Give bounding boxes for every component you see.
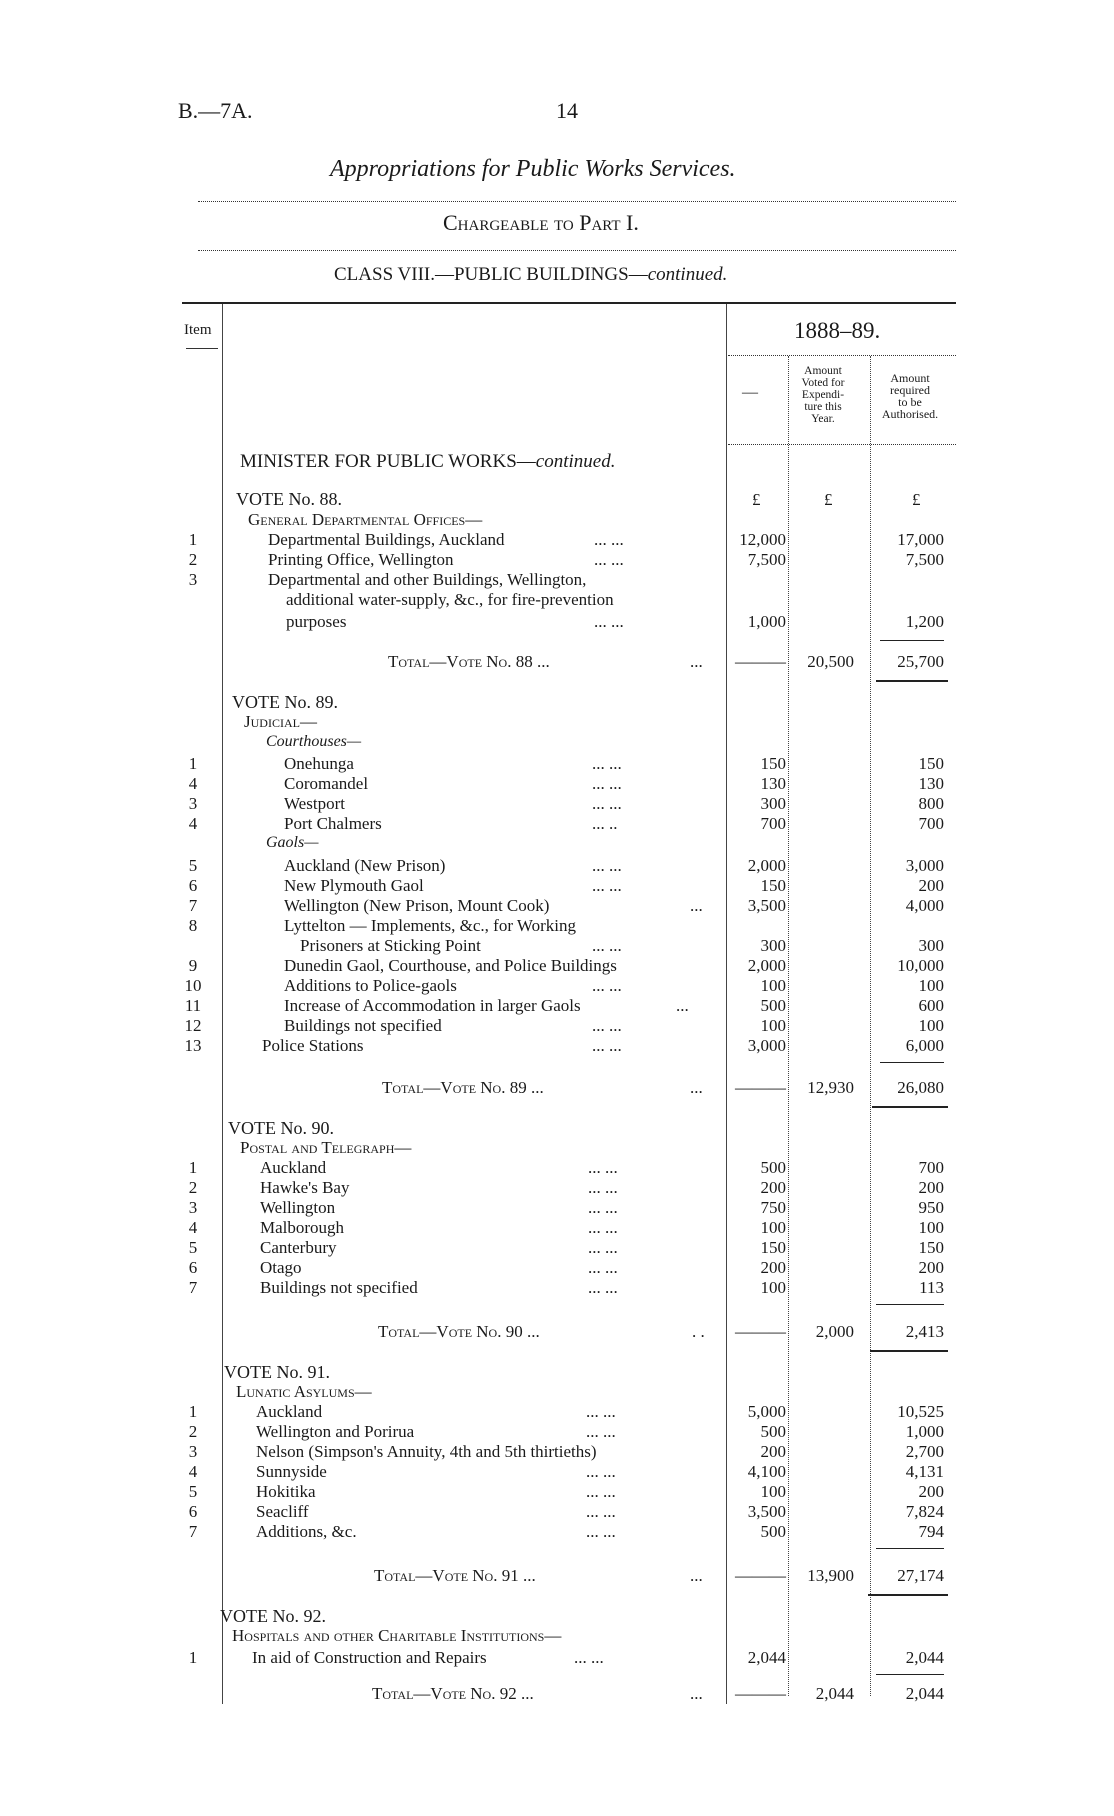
item-required: 100 [918, 976, 944, 995]
total-voted: 2,044 [815, 1684, 854, 1703]
subtotal-rule [880, 1062, 944, 1063]
item-amount: 5,000 [747, 1402, 786, 1421]
item-label: Malborough [260, 1218, 345, 1237]
item-amount: 130 [760, 774, 786, 793]
item-required: 100 [918, 1016, 944, 1035]
table-row [0, 1258, 1114, 1278]
total-label: Total—Vote No. 91 ... [374, 1566, 536, 1585]
divider [198, 250, 956, 251]
table-row [0, 856, 1114, 876]
year-header: 1888–89. [794, 318, 881, 343]
total-label: Total—Vote No. 88 ... [388, 652, 550, 671]
table-row [0, 530, 1114, 550]
total-label: Total—Vote No. 92 ... [372, 1684, 534, 1703]
item-amount: 7,500 [747, 550, 786, 569]
item-number: 7 [188, 896, 198, 915]
item-amount: 100 [760, 1218, 786, 1237]
table-row [0, 1178, 1114, 1198]
leader-dots: ... ... [574, 1648, 604, 1667]
item-amount: 500 [760, 1522, 786, 1541]
item-amount: 3,500 [747, 896, 786, 915]
total-dash: ——— [735, 1078, 786, 1097]
currency-symbol: £ [824, 490, 833, 509]
leader-dots: ... ... [586, 1422, 616, 1441]
item-number: 2 [188, 1178, 198, 1197]
item-number: 3 [188, 794, 198, 813]
item-label: Sunnyside [256, 1462, 327, 1481]
item-number: 3 [188, 1198, 198, 1217]
page-reference: B.—7A. [178, 98, 253, 123]
item-required: 2,044 [905, 1648, 944, 1667]
subtotal-rule [880, 640, 944, 641]
item-amount: 500 [760, 1158, 786, 1177]
table-row [0, 570, 1114, 590]
item-number: 8 [188, 916, 198, 935]
vote-total-row [0, 1684, 1114, 1704]
leader-dots: ... ... [592, 1036, 622, 1055]
item-required: 10,525 [897, 1402, 944, 1421]
item-amount: 100 [760, 976, 786, 995]
vote-total-row [0, 1078, 1114, 1098]
vote-total-row [0, 1322, 1114, 1342]
item-number: 1 [188, 530, 198, 549]
divider [198, 201, 956, 202]
item-number: 4 [188, 1462, 198, 1481]
total-required: 26,080 [897, 1078, 944, 1097]
table-row [0, 936, 1114, 956]
item-label: Dunedin Gaol, Courthouse, and Police Buildings [284, 956, 617, 975]
item-number: 6 [188, 876, 198, 895]
item-number: 6 [188, 1258, 198, 1277]
total-required: 27,174 [897, 1566, 944, 1585]
table-row [0, 1278, 1114, 1298]
leader-dots: ... ... [592, 976, 622, 995]
col2-header-line: Voted for [801, 377, 845, 389]
table-row [0, 976, 1114, 996]
item-header-rule [186, 348, 218, 349]
table-row [0, 1462, 1114, 1482]
item-amount: 1,000 [747, 612, 786, 631]
item-label: Auckland [256, 1402, 323, 1421]
item-label: Port Chalmers [284, 814, 382, 833]
table-row [0, 1198, 1114, 1218]
item-required: 1,000 [905, 1422, 944, 1441]
table-row [0, 590, 1114, 610]
table-row [0, 1238, 1114, 1258]
item-label: Nelson (Simpson's Annuity, 4th and 5th thirtieths) [256, 1442, 597, 1461]
leader-dots: ... ... [594, 612, 624, 631]
item-number: 4 [188, 1218, 198, 1237]
total-voted: 2,000 [815, 1322, 854, 1341]
table-row [0, 754, 1114, 774]
table-row [0, 1158, 1114, 1178]
item-number: 7 [188, 1278, 198, 1297]
item-label: Wellington (New Prison, Mount Cook) [284, 896, 550, 915]
vote-heading: VOTE No. 92. [220, 1606, 326, 1626]
col2-header [791, 365, 855, 425]
item-required: 1,200 [905, 612, 944, 631]
minister-heading-continued: continued. [535, 451, 616, 472]
vote-category: Postal and Telegraph— [240, 1138, 412, 1157]
item-label: Auckland [260, 1158, 327, 1177]
table-row [0, 1422, 1114, 1442]
item-number: 4 [188, 774, 198, 793]
class-heading-text: CLASS VIII.—PUBLIC BUILDINGS— [334, 264, 648, 285]
item-label: In aid of Construction and Repairs [252, 1648, 487, 1667]
col1-header: — [742, 384, 758, 401]
item-amount: 150 [760, 1238, 786, 1257]
item-number: 12 [184, 1016, 202, 1035]
total-rule [872, 1106, 948, 1108]
item-amount: 300 [760, 936, 786, 955]
item-label: Departmental Buildings, Auckland [268, 530, 505, 549]
total-required: 2,413 [905, 1322, 944, 1341]
item-number: 13 [184, 1036, 202, 1055]
total-voted: 20,500 [807, 652, 854, 671]
total-required: 2,044 [905, 1684, 944, 1703]
item-number: 4 [188, 814, 198, 833]
item-amount: 150 [760, 754, 786, 773]
table-row [0, 1648, 1114, 1668]
total-voted: 12,930 [807, 1078, 854, 1097]
item-number: 5 [188, 1238, 198, 1257]
item-label: Hokitika [256, 1482, 316, 1501]
col2-header-line: Year. [811, 413, 835, 425]
sub-category: Courthouses— [266, 733, 362, 750]
leader-dots: ... ... [592, 1016, 622, 1035]
table-row [0, 996, 1114, 1016]
item-amount: 2,000 [747, 956, 786, 975]
item-number: 2 [188, 550, 198, 569]
table-row [0, 774, 1114, 794]
item-number: 11 [184, 996, 202, 1015]
leader-dots: ... ... [592, 774, 622, 793]
item-required: 200 [918, 876, 944, 895]
item-label: Wellington [260, 1198, 336, 1217]
item-label: Buildings not specified [284, 1016, 442, 1035]
vote-category: Lunatic Asylums— [236, 1382, 372, 1401]
leader-dots: ... ... [588, 1218, 618, 1237]
table-top-rule [182, 302, 956, 304]
leader-dots: ... ... [586, 1462, 616, 1481]
item-required: 200 [918, 1178, 944, 1197]
item-label: Onehunga [284, 754, 354, 773]
vote-category: Hospitals and other Charitable Institutions— [232, 1626, 562, 1645]
item-number: 3 [188, 570, 198, 589]
leader-dots: ... ... [586, 1482, 616, 1501]
item-number: 10 [184, 976, 202, 995]
item-label: Departmental and other Buildings, Wellington, [268, 570, 587, 589]
item-amount: 150 [760, 876, 786, 895]
total-dash: ——— [735, 1566, 786, 1585]
vote-category: General Departmental Offices— [248, 510, 483, 529]
item-required: 150 [918, 754, 944, 773]
item-required: 6,000 [905, 1036, 944, 1055]
item-required: 700 [918, 1158, 944, 1177]
leader-dots: ... [690, 896, 703, 915]
leader-dots: ... ... [588, 1198, 618, 1217]
subtotal-rule [876, 1548, 944, 1549]
leader-dots: ... ... [586, 1502, 616, 1521]
item-number: 2 [188, 1422, 198, 1441]
item-label: Increase of Accommodation in larger Gaols [284, 996, 581, 1015]
item-amount: 2,044 [747, 1648, 786, 1667]
total-label: Total—Vote No. 89 ... [382, 1078, 544, 1097]
leader-dots: ... ... [592, 794, 622, 813]
page-subtitle: Chargeable to Part I. [443, 210, 639, 235]
item-required: 113 [919, 1278, 944, 1297]
vote-heading: VOTE No. 90. [228, 1118, 334, 1138]
col3-header-line: Authorised. [881, 407, 939, 421]
total-rule [870, 1350, 948, 1352]
item-label: Hawke's Bay [260, 1178, 350, 1197]
item-label: Prisoners at Sticking Point [300, 936, 481, 955]
table-row [0, 794, 1114, 814]
col2-header-line: Expendi- [801, 389, 845, 401]
item-label: Auckland (New Prison) [284, 856, 446, 875]
leader-dots: ... ... [592, 876, 622, 895]
table-row [0, 1502, 1114, 1522]
leader-dots: ... .. [592, 814, 618, 833]
leader-dots: ... ... [588, 1158, 618, 1177]
item-column-header: Item [184, 322, 212, 338]
item-required: 200 [918, 1482, 944, 1501]
item-number: 7 [188, 1522, 198, 1541]
item-label: purposes [286, 612, 347, 631]
table-row [0, 1482, 1114, 1502]
table-row [0, 1218, 1114, 1238]
total-rule [868, 1594, 948, 1596]
item-required: 300 [918, 936, 944, 955]
subtotal-rule [876, 1304, 944, 1305]
minister-heading-text: MINISTER FOR PUBLIC WORKS— [240, 451, 536, 472]
item-label: Canterbury [260, 1238, 337, 1257]
class-heading [334, 264, 727, 286]
item-required: 200 [918, 1258, 944, 1277]
year-header-rule [728, 355, 956, 356]
item-amount: 200 [760, 1258, 786, 1277]
class-heading-continued: continued. [647, 264, 728, 285]
leader-dots: ... ... [588, 1278, 618, 1297]
item-amount: 750 [760, 1198, 786, 1217]
vote-heading: VOTE No. 91. [224, 1362, 330, 1382]
leader-dots: ... ... [592, 754, 622, 773]
item-required: 600 [918, 996, 944, 1015]
item-required: 7,824 [905, 1502, 944, 1521]
leader-dots: ... ... [594, 530, 624, 549]
table-row [0, 1442, 1114, 1462]
item-label: New Plymouth Gaol [284, 876, 424, 895]
item-required: 10,000 [897, 956, 944, 975]
total-rule [876, 680, 948, 682]
item-amount: 100 [760, 1482, 786, 1501]
leader-dots: ... ... [594, 550, 624, 569]
item-required: 150 [918, 1238, 944, 1257]
item-label: Otago [260, 1258, 302, 1277]
subtotal-rule [876, 1674, 944, 1675]
item-number: 5 [188, 1482, 198, 1501]
item-label: Buildings not specified [260, 1278, 418, 1297]
item-required: 7,500 [905, 550, 944, 569]
table-row [0, 612, 1114, 632]
col3-header [870, 372, 950, 420]
item-number: 9 [188, 956, 198, 975]
vote-total-row [0, 652, 1114, 672]
item-label: Additions, &c. [256, 1522, 357, 1541]
item-required: 700 [918, 814, 944, 833]
item-number: 1 [188, 1648, 198, 1667]
table-row [0, 916, 1114, 936]
leader-dots: ... [690, 1684, 703, 1703]
leader-dots: ... [690, 652, 703, 671]
table-row [0, 896, 1114, 916]
vote-category: Judicial— [244, 712, 317, 731]
item-amount: 700 [760, 814, 786, 833]
item-label: Westport [284, 794, 345, 813]
item-label: Wellington and Porirua [256, 1422, 415, 1441]
item-required: 794 [918, 1522, 944, 1541]
item-number: 5 [188, 856, 198, 875]
leader-dots: . . [692, 1322, 705, 1341]
col2-header-line: Amount [804, 365, 842, 377]
table-row [0, 1402, 1114, 1422]
item-amount: 200 [760, 1178, 786, 1197]
item-required: 800 [918, 794, 944, 813]
col3-header-line: Amount [890, 371, 930, 385]
leader-dots: ... ... [592, 856, 622, 875]
table-row [0, 1522, 1114, 1542]
item-amount: 500 [760, 996, 786, 1015]
table-row [0, 876, 1114, 896]
item-required: 2,700 [905, 1442, 944, 1461]
header-bottom-rule [728, 444, 956, 445]
currency-symbol: £ [912, 490, 921, 509]
item-amount: 3,000 [747, 1036, 786, 1055]
sub-category: Gaols— [266, 834, 319, 851]
col2-header-line: ture this [804, 401, 842, 413]
page-title: Appropriations for Public Works Services. [330, 156, 736, 182]
total-dash: ——— [735, 1684, 786, 1703]
leader-dots: ... ... [586, 1402, 616, 1421]
vote-total-row [0, 1566, 1114, 1586]
leader-dots: ... [690, 1078, 703, 1097]
total-label: Total—Vote No. 90 ... [378, 1322, 540, 1341]
table-row [0, 956, 1114, 976]
item-amount: 200 [760, 1442, 786, 1461]
leader-dots: ... ... [586, 1522, 616, 1541]
total-dash: ——— [735, 652, 786, 671]
page-number: 14 [556, 98, 578, 123]
vote-heading: VOTE No. 89. [232, 692, 338, 712]
leader-dots: ... ... [588, 1178, 618, 1197]
table-row [0, 1016, 1114, 1036]
item-amount: 100 [760, 1016, 786, 1035]
item-amount: 2,000 [747, 856, 786, 875]
leader-dots: ... [676, 996, 689, 1015]
item-label: Police Stations [262, 1036, 364, 1055]
col3-header-line: required [890, 383, 930, 397]
item-number: 6 [188, 1502, 198, 1521]
item-required: 17,000 [897, 530, 944, 549]
table-row [0, 1036, 1114, 1056]
item-required: 3,000 [905, 856, 944, 875]
item-number: 1 [188, 1158, 198, 1177]
item-label: Seacliff [256, 1502, 309, 1521]
item-amount: 4,100 [747, 1462, 786, 1481]
item-amount: 100 [760, 1278, 786, 1297]
item-label: Coromandel [284, 774, 369, 793]
leader-dots: ... ... [592, 936, 622, 955]
item-required: 130 [918, 774, 944, 793]
item-amount: 3,500 [747, 1502, 786, 1521]
item-required: 100 [918, 1218, 944, 1237]
item-amount: 500 [760, 1422, 786, 1441]
item-label: Additions to Police-gaols [284, 976, 457, 995]
item-label: additional water-supply, &c., for fire-prevention [286, 590, 614, 609]
item-label: Lyttelton — Implements, &c., for Working [284, 916, 576, 935]
currency-symbol: £ [752, 490, 761, 509]
vote-heading: VOTE No. 88. [236, 489, 342, 509]
col3-header-line: to be [898, 395, 922, 409]
table-row [0, 814, 1114, 834]
leader-dots: ... ... [588, 1258, 618, 1277]
item-number: 3 [188, 1442, 198, 1461]
leader-dots: ... ... [588, 1238, 618, 1257]
item-amount: 300 [760, 794, 786, 813]
item-number: 1 [188, 1402, 198, 1421]
total-voted: 13,900 [807, 1566, 854, 1585]
item-required: 950 [918, 1198, 944, 1217]
item-label: Printing Office, Wellington [268, 550, 454, 569]
item-required: 4,131 [905, 1462, 944, 1481]
total-required: 25,700 [897, 652, 944, 671]
minister-heading [240, 451, 615, 473]
item-number: 1 [188, 754, 198, 773]
item-required: 4,000 [905, 896, 944, 915]
table-row [0, 550, 1114, 570]
total-dash: ——— [735, 1322, 786, 1341]
leader-dots: ... [690, 1566, 703, 1585]
item-amount: 12,000 [739, 530, 786, 549]
